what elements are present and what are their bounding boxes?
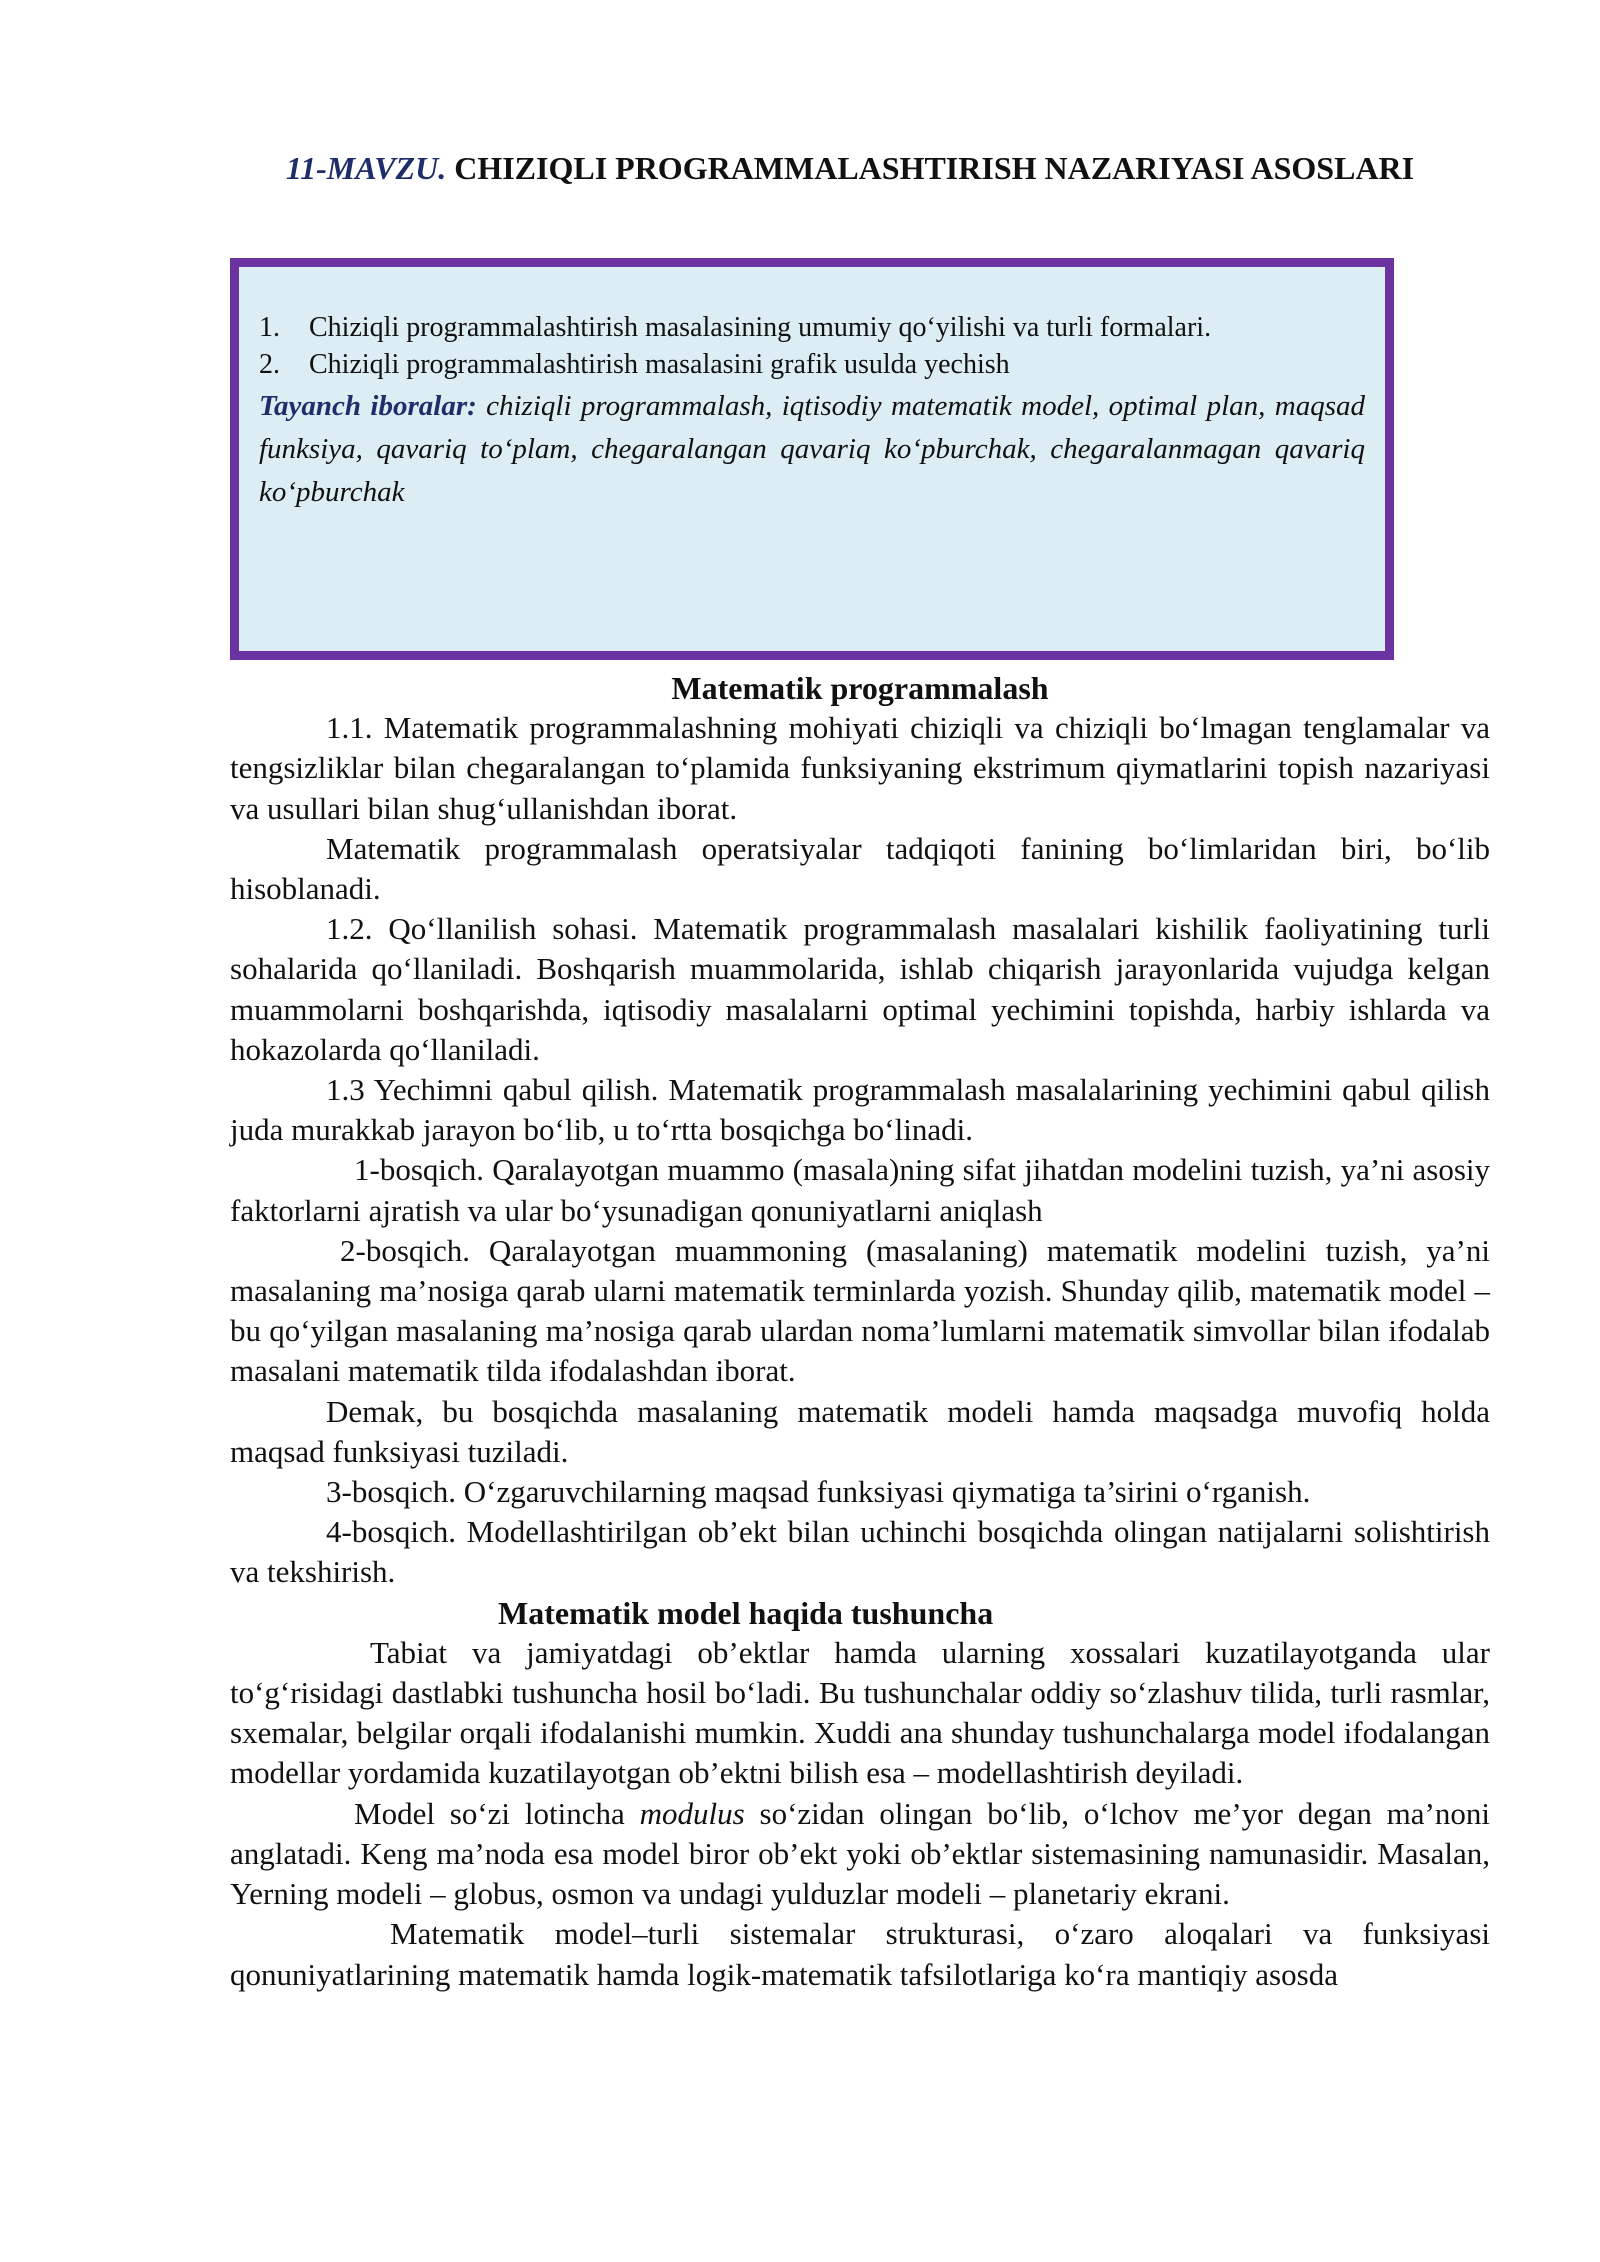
topic-list bbox=[259, 309, 1365, 383]
topic-number: 2. bbox=[259, 349, 280, 380]
keywords-label: Tayanch iboralar: bbox=[259, 390, 477, 422]
paragraph: Tabiat va jamiyatdagi ob’ektlar hamda ularning xossalari kuzatilayotganda ular to‘g‘risidagi dastlabki tushuncha hosil bo‘ladi. Bu tushunchalar oddiy so‘zlashuv tilida, turli rasmlar, sxemalar, belgilar orqali ifodalanishi mumkin. Xuddi ana shunday tushunchalarga model ifodalangan modellar yordamida kuzatilayotgan ob’ektni bilish esa – modellashtirish deyiladi. bbox=[230, 1634, 1490, 1791]
topic-item bbox=[259, 309, 1365, 346]
title-text: CHIZIQLI PROGRAMMALASHTIRISH NAZARIYASI ASOSLARI bbox=[446, 150, 1415, 186]
page-title bbox=[200, 150, 1500, 187]
topic-box bbox=[230, 258, 1394, 660]
paragraph: 3-bosqich. O‘zgaruvchilarning maqsad funksiyasi qiymatiga ta’sirini o‘rganish. bbox=[326, 1474, 1311, 1510]
paragraph: 4-bosqich. Modellashtirilgan ob’ekt bilan uchinchi bosqichda olingan natijalarni solishtirish va tekshirish. bbox=[230, 1514, 1490, 1590]
paragraph: 1.2. Qo‘llanilish sohasi. Matematik programmalash masalalari kishilik faoliyatining turli sohalarida qo‘llaniladi. Boshqarish muammolarida, ishlab chiqarish jarayonlarida vujudga kelgan muammolarni boshqarishda, iqtisodiy masalalarni optimal yechimini topishda, harbiy ishlarda va hokazolarda qo‘llaniladi. bbox=[230, 911, 1490, 1067]
paragraph: 1.3 Yechimni qabul qilish. Matematik programmalash masalalarining yechimini qabul qilish juda murakkab jarayon bo‘lib, u to‘rtta bosqichga bo‘linadi. bbox=[230, 1072, 1490, 1148]
section-heading: Matematik model haqida tushuncha bbox=[498, 1594, 994, 1631]
paragraph-text: Model so‘zi lotincha bbox=[354, 1795, 640, 1831]
document-body bbox=[230, 668, 1490, 1995]
keywords-paragraph bbox=[259, 385, 1365, 514]
paragraph: 1-bosqich. Qaralayotgan muammo (masala)ning sifat jihatdan modelini tuzish, ya’ni asosiy faktorlarni ajratish va ular bo‘ysunadigan qonuniyatlarni aniqlash bbox=[230, 1152, 1490, 1228]
paragraph: Demak, bu bosqichda masalaning matematik modeli hamda maqsadga muvofiq holda maqsad funksiyasi tuziladi. bbox=[230, 1393, 1490, 1469]
topic-item bbox=[259, 346, 1365, 383]
paragraph: Matematik model–turli sistemalar strukturasi, o‘zaro aloqalari va funksiyasi qonuniyatlarining matematik hamda logik-matematik tafsilotlariga ko‘ra mantiqiy asosda bbox=[230, 1916, 1490, 1992]
topic-number: 1. bbox=[259, 312, 280, 343]
paragraph: 1.1. Matematik programmalashning mohiyati chiziqli va chiziqli bo‘lmagan tenglamalar va tengsizliklar bilan chegaralangan to‘plamida funksiyaning ekstrimum qiymatlarini topish nazariyasi va usullari bilan shug‘ullanishdan iborat. bbox=[230, 710, 1490, 826]
paragraph bbox=[230, 1794, 1490, 1915]
topic-text: Chiziqli programmalashtirish masalasini grafik usulda yechish bbox=[309, 349, 1010, 380]
latin-term: modulus bbox=[639, 1795, 745, 1831]
section-heading: Matematik programmalash bbox=[671, 670, 1049, 706]
topic-text: Chiziqli programmalashtirish masalasining umumiy qo‘yilishi va turli formalari. bbox=[309, 312, 1212, 343]
paragraph: Matematik programmalash operatsiyalar tadqiqoti fanining bo‘limlaridan biri, bo‘lib hisoblanadi. bbox=[230, 830, 1490, 907]
paragraph-text: so‘zidan olingan bo‘lib, o‘lchov me’yor degan ma’noni anglatadi. Keng ma’noda esa model biror ob’ekt yoki ob’ektlar sistemasining namunasidir. Masalan, Yerning modeli – globus, osmon va undagi yulduzlar modeli – planetariy ekrani. bbox=[230, 1795, 1490, 1912]
title-prefix: 11-MAVZU. bbox=[285, 150, 447, 186]
paragraph: 2-bosqich. Qaralayotgan muammoning (masalaning) matematik modelini tuzish, ya’ni masalaning ma’nosiga qarab ularni matematik terminlarda yozish. Shunday qilib, matematik model – bu qo‘yilgan masalaning ma’nosiga qarab ulardan noma’lumlarni matematik simvollar bilan ifodalab masalani matematik tilda ifodalashdan iborat. bbox=[230, 1232, 1490, 1389]
keywords-text: chiziqli programmalash, iqtisodiy matematik model, optimal plan, maqsad funksiya, qavariq to‘plam, chegaralangan qavariq ko‘pburchak, chegaralanmagan qavariq ko‘pburchak bbox=[259, 390, 1365, 508]
